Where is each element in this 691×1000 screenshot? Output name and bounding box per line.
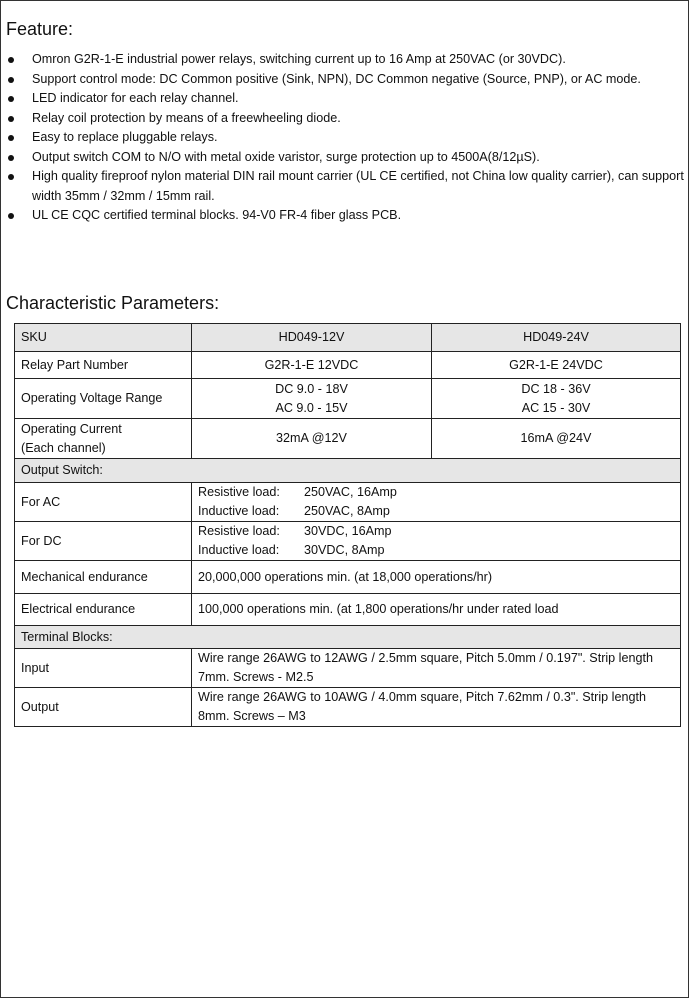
- section-row: [15, 626, 681, 649]
- bullet-icon: [8, 155, 14, 161]
- bullet-icon: [8, 213, 14, 219]
- bullet-icon: [8, 116, 14, 122]
- feature-item: UL CE CQC certified terminal blocks. 94-V0 FR-4 fiber glass PCB.: [6, 206, 690, 226]
- current-label: Operating Current (Each channel): [15, 419, 192, 459]
- relay-part-12v: G2R-1-E 12VDC: [192, 352, 432, 379]
- electrical-value: 100,000 operations min. (at 1,800 operations/hr under rated load: [192, 594, 681, 626]
- current-24v: 16mA @24V: [432, 419, 681, 459]
- relay-part-24v: G2R-1-E 24VDC: [432, 352, 681, 379]
- feature-item: Omron G2R-1-E industrial power relays, switching current up to 16 Amp at 250VAC (or 30VDC).: [6, 50, 690, 70]
- table-row: [15, 419, 681, 459]
- for-dc-label: For DC: [15, 522, 192, 561]
- feature-item: Output switch COM to N/O with metal oxide varistor, surge protection up to 4500A(8/12µS).: [6, 148, 690, 168]
- sku-12v: HD049-12V: [192, 324, 432, 352]
- voltage-24v: DC 18 - 36V AC 15 - 30V: [432, 379, 681, 419]
- table-row: [15, 649, 681, 688]
- bullet-icon: [8, 77, 14, 83]
- terminal-blocks-section: Terminal Blocks:: [15, 626, 681, 649]
- mechanical-label: Mechanical endurance: [15, 561, 192, 594]
- for-dc-value: Resistive load: 30VDC, 16Amp Inductive load: 30VDC, 8Amp: [192, 522, 681, 561]
- feature-item: Support control mode: DC Common positive (Sink, NPN), DC Common negative (Source, PNP), or AC mode.: [6, 70, 690, 90]
- bullet-icon: [8, 135, 14, 141]
- params-table: [14, 323, 681, 727]
- sku-24v: HD049-24V: [432, 324, 681, 352]
- feature-item: Easy to replace pluggable relays.: [6, 128, 690, 148]
- table-row: [15, 483, 681, 522]
- output-switch-section: Output Switch:: [15, 459, 681, 483]
- table-row: [15, 688, 681, 727]
- feature-item: High quality fireproof nylon material DIN rail mount carrier (UL CE certified, not China low quality carrier), can support width 35mm / 32mm / 15mm rail.: [6, 167, 690, 206]
- bullet-icon: [8, 174, 14, 180]
- table-row: [15, 594, 681, 626]
- voltage-12v: DC 9.0 - 18V AC 9.0 - 15V: [192, 379, 432, 419]
- current-12v: 32mA @12V: [192, 419, 432, 459]
- feature-item: LED indicator for each relay channel.: [6, 89, 690, 109]
- for-ac-value: Resistive load: 250VAC, 16Amp Inductive load: 250VAC, 8Amp: [192, 483, 681, 522]
- table-row: [15, 379, 681, 419]
- bullet-icon: [8, 57, 14, 63]
- bullet-icon: [8, 96, 14, 102]
- for-ac-label: For AC: [15, 483, 192, 522]
- params-heading: Characteristic Parameters:: [6, 293, 220, 313]
- input-label: Input: [15, 649, 192, 688]
- input-value: Wire range 26AWG to 12AWG / 2.5mm square, Pitch 5.0mm / 0.197". Strip length 7mm. Screws - M2.5: [192, 649, 681, 688]
- table-row: [15, 352, 681, 379]
- sku-label: SKU: [15, 324, 192, 352]
- table-row: [15, 522, 681, 561]
- feature-item: Relay coil protection by means of a freewheeling diode.: [6, 109, 690, 129]
- electrical-label: Electrical endurance: [15, 594, 192, 626]
- table-header-row: [15, 324, 681, 352]
- mechanical-value: 20,000,000 operations min. (at 18,000 operations/hr): [192, 561, 681, 594]
- feature-heading: Feature:: [6, 19, 74, 39]
- section-row: [15, 459, 681, 483]
- output-label: Output: [15, 688, 192, 727]
- output-value: Wire range 26AWG to 10AWG / 4.0mm square, Pitch 7.62mm / 0.3". Strip length 8mm. Screws – M3: [192, 688, 681, 727]
- feature-list: [6, 50, 690, 226]
- relay-part-label: Relay Part Number: [15, 352, 192, 379]
- voltage-label: Operating Voltage Range: [15, 379, 192, 419]
- table-row: [15, 561, 681, 594]
